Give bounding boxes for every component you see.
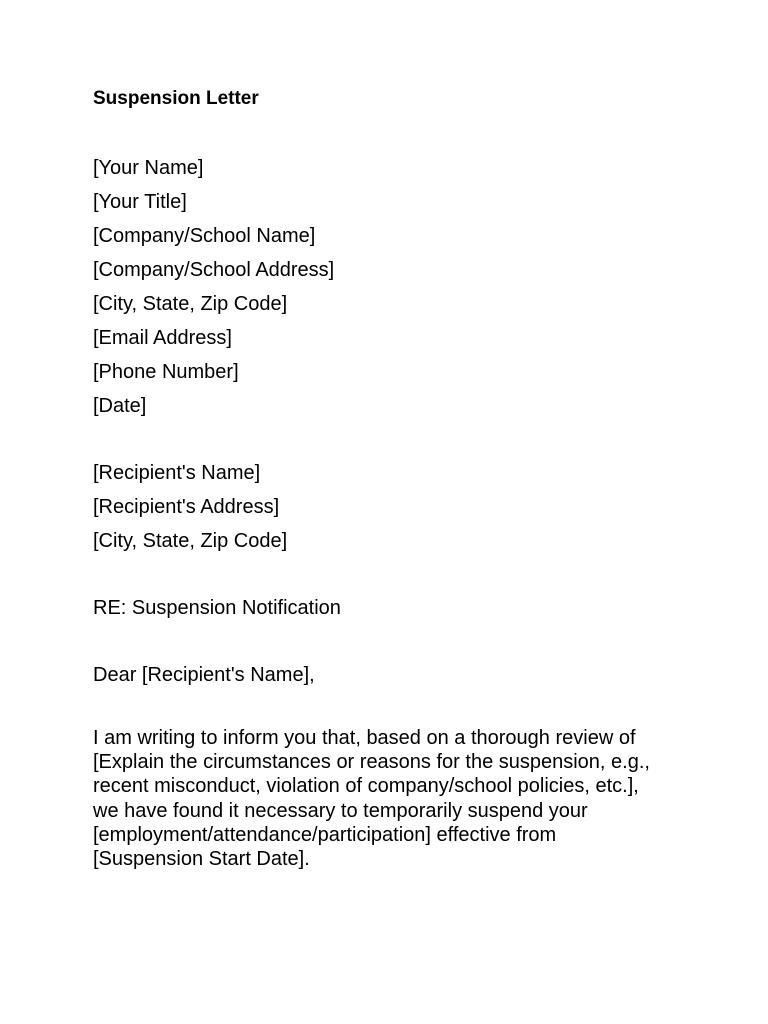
body-line: [Suspension Start Date]. (93, 848, 310, 871)
recipient-block (93, 456, 693, 558)
body-line: [employment/attendance/participation] effective from (93, 823, 557, 846)
salutation-line: Dear [Recipient's Name], (93, 664, 315, 686)
subject-line: RE: Suspension Notification (93, 597, 341, 619)
sender-address: [Company/School Address] (93, 259, 335, 281)
recipient-name: [Recipient's Name] (93, 462, 261, 484)
sender-name: [Your Name] (93, 157, 204, 179)
body-line: recent misconduct, violation of company/school policies, etc.], (93, 775, 639, 798)
body-line: [Explain the circumstances or reasons for the suspension, e.g., (93, 751, 650, 774)
letter-date: [Date] (93, 395, 147, 417)
sender-email: [Email Address] (93, 327, 232, 349)
body-line: I am writing to inform you that, based on a thorough review of (93, 727, 636, 749)
sender-phone: [Phone Number] (93, 361, 239, 383)
recipient-city-state-zip: [City, State, Zip Code] (93, 530, 288, 552)
recipient-address: [Recipient's Address] (93, 496, 280, 518)
sender-organization: [Company/School Name] (93, 225, 316, 247)
sender-title: [Your Title] (93, 191, 187, 213)
sender-block (93, 151, 693, 423)
letter-page (93, 85, 693, 871)
sender-city-state-zip: [City, State, Zip Code] (93, 293, 288, 315)
letter-title: Suspension Letter (93, 88, 259, 109)
body-line: we have found it necessary to temporarily suspend your (93, 799, 588, 822)
body-paragraph (93, 726, 683, 871)
subject-block (93, 591, 693, 625)
salutation-block (93, 658, 693, 692)
